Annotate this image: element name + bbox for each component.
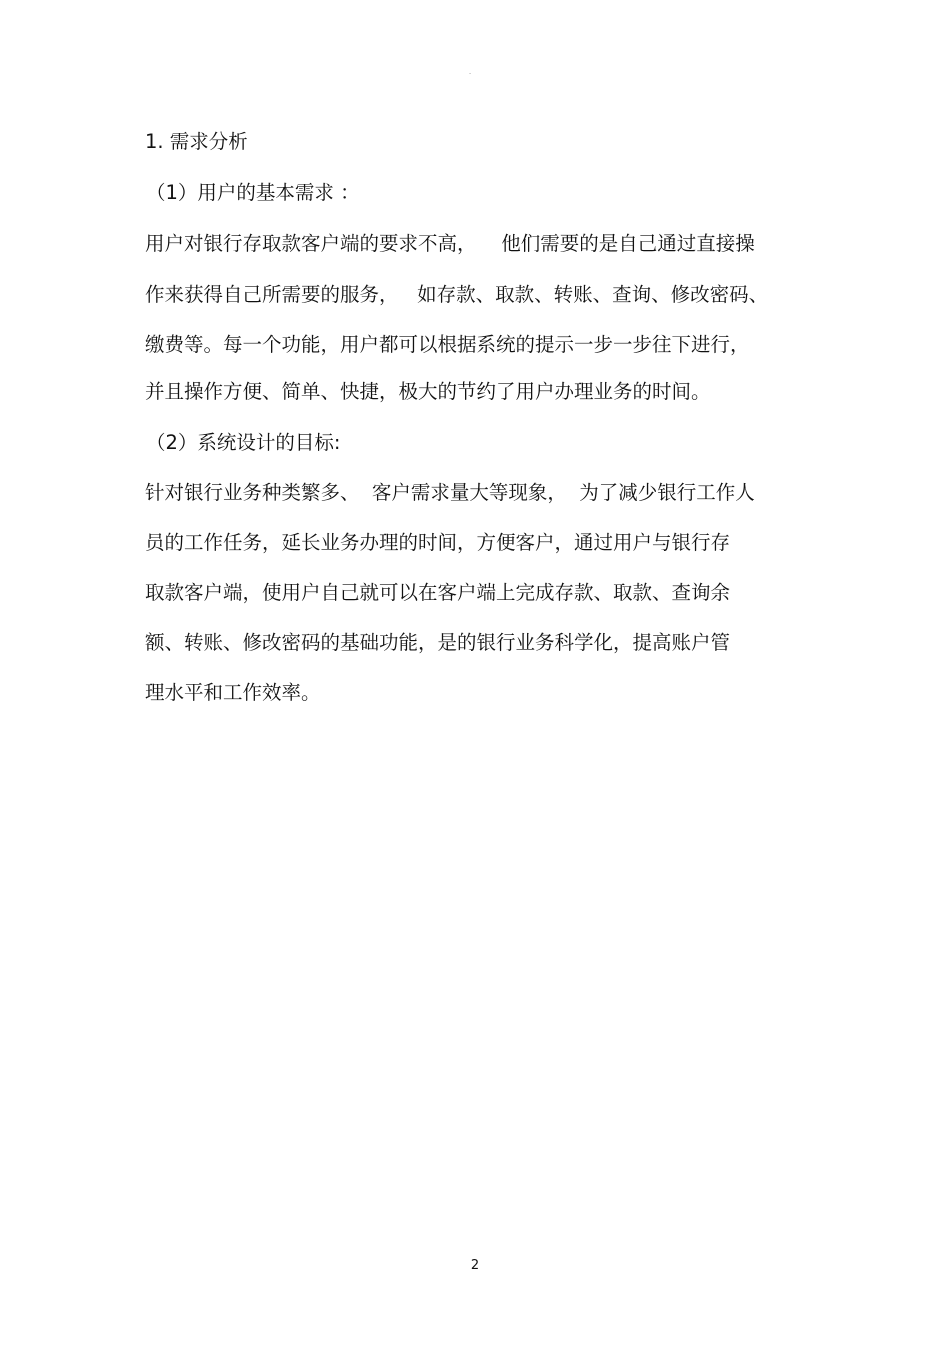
page-number: 2 [470, 1258, 480, 1273]
paragraph-1-line-3: 缴费等。每一个功能，用户都可以根据系统的提示一步一步往下进行， [145, 333, 750, 356]
paragraph-2-line-1: 针对银行业务种类繁多、 客户需求量大等现象， 为了减少银行工作人 [145, 481, 755, 504]
subheading-user-needs: （1）用户的基本需求 ： [146, 181, 360, 204]
paragraph-1-line-1: 用户对银行存取款客户端的要求不高， 他们需要的是自己通过直接操 [145, 232, 755, 255]
section-heading: 1. 需求分析 [145, 130, 248, 153]
paragraph-1-line-2: 作来获得自己所需要的服务， 如存款、取款、转账、查询、修改密码、 [145, 283, 769, 306]
subheading-design-goals: （2）系统设计的目标: [146, 431, 341, 454]
paragraph-2-line-4: 额、转账、修改密码的基础功能，是的银行业务科学化，提高账户管 [145, 631, 731, 654]
paragraph-1-line-4: 并且操作方便、简单、快捷，极大的节约了用户办理业务的时间。 [145, 380, 711, 403]
header-mark: - [469, 70, 472, 77]
paragraph-2-line-3: 取款客户端，使用户自己就可以在客户端上完成存款、取款、查询余 [145, 581, 731, 604]
paragraph-2-line-2: 员的工作任务，延长业务办理的时间，方便客户，通过用户与银行存 [145, 531, 731, 554]
paragraph-2-line-5: 理水平和工作效率。 [145, 681, 321, 704]
